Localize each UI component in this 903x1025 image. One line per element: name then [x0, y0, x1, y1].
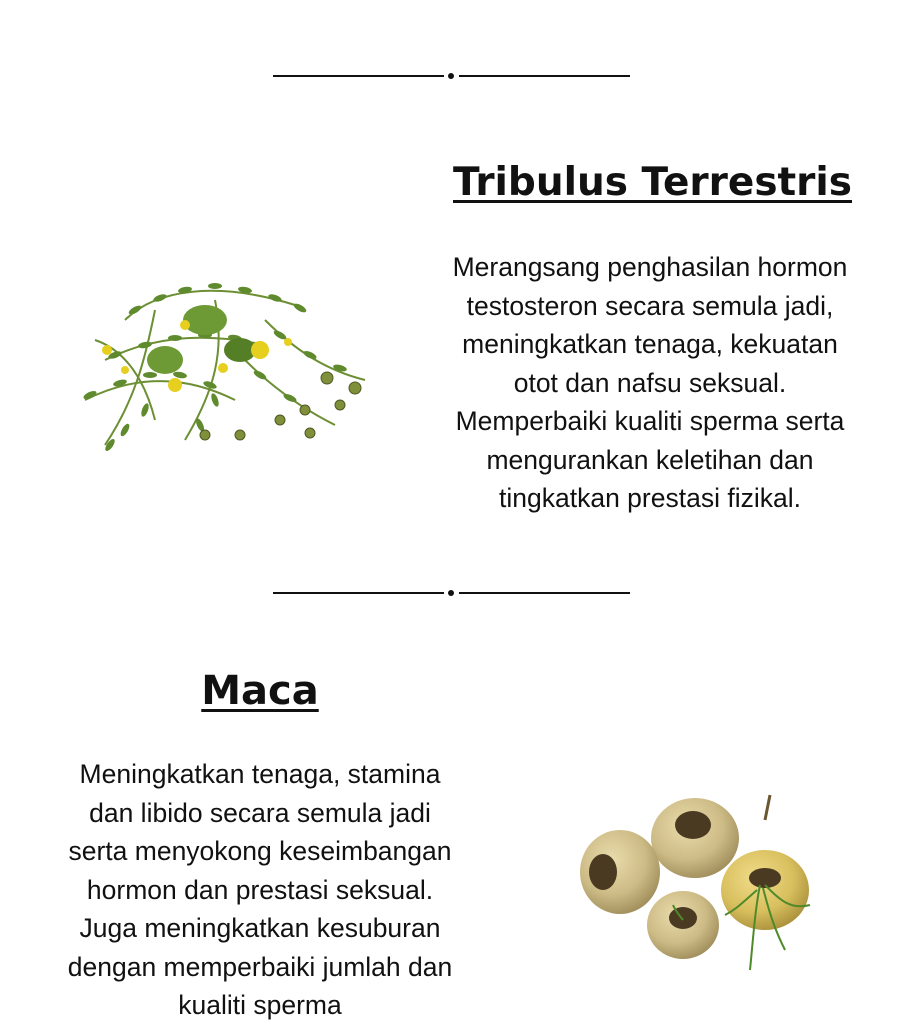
maca-root-left: [580, 830, 660, 914]
tribulus-seed-pods: [200, 372, 361, 440]
description-line: kualiti sperma: [178, 990, 342, 1020]
divider-line-right: [459, 75, 630, 77]
description-line: Meningkatkan tenaga, stamina: [79, 759, 441, 789]
divider-line-right: [459, 592, 630, 594]
tribulus-title: Tribulus Terrestris: [453, 160, 852, 205]
maca-root-icon: [575, 790, 835, 980]
maca-description: [25, 755, 495, 1025]
description-line: hormon dan prestasi seksual.: [86, 874, 434, 905]
tribulus-plant-icon: [65, 250, 385, 465]
description-line: Juga meningkatkan kesuburan: [79, 913, 441, 943]
description-line: tingkatkan prestasi fizikal.: [499, 483, 801, 513]
divider-dot: [448, 590, 454, 596]
description-line: Merangsang penghasilan hormon: [452, 252, 848, 282]
maca-root-right: [721, 850, 809, 930]
description-line: testosteron secara semula jadi,: [466, 290, 834, 321]
description-line: dan libido secara semula jadi: [89, 797, 431, 828]
description-line: serta menyokong keseimbangan: [68, 836, 452, 866]
divider-line-left: [273, 592, 444, 594]
divider-line-left: [273, 75, 444, 77]
tribulus-description: [410, 248, 890, 518]
divider-dot: [448, 73, 454, 79]
description-line: Memperbaiki kualiti sperma serta: [455, 406, 845, 436]
section-divider: [273, 71, 630, 81]
maca-root-center: [647, 891, 719, 959]
description-line: dengan memperbaiki jumlah dan: [67, 951, 453, 982]
description-line: mengurankan keletihan dan: [486, 444, 814, 475]
section-divider: [273, 588, 630, 598]
description-line: otot dan nafsu seksual.: [513, 367, 787, 398]
description-line: meningkatkan tenaga, kekuatan: [462, 329, 838, 359]
maca-title: Maca: [201, 668, 319, 714]
